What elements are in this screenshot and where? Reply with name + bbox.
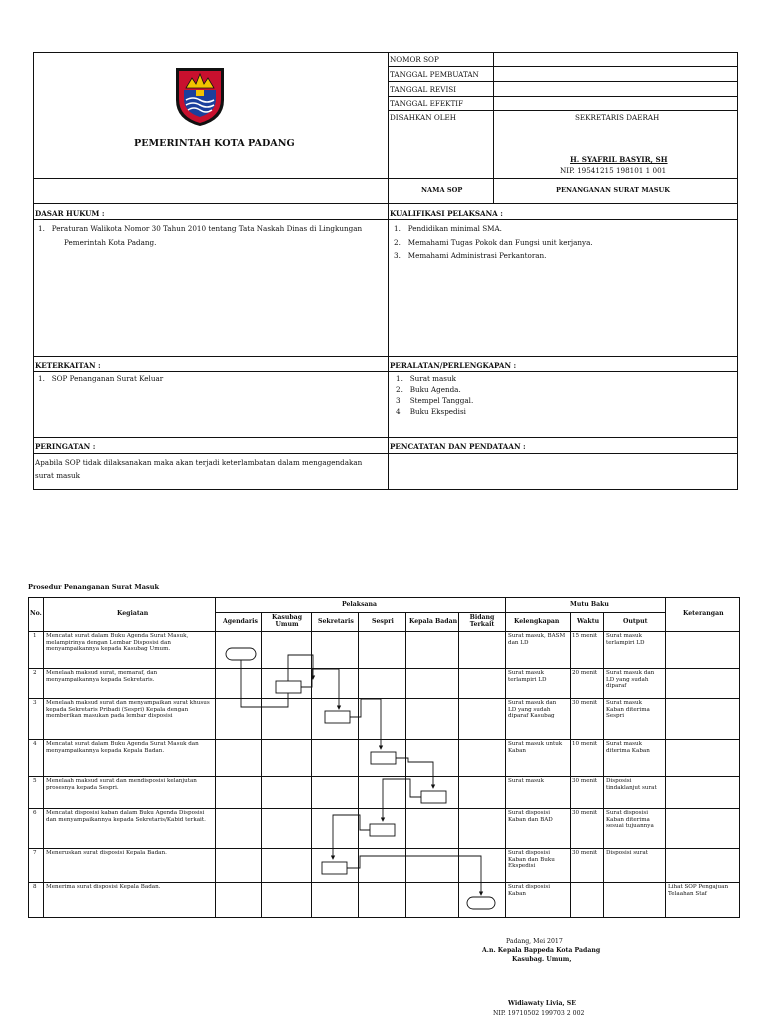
row-4-no: 4 [33, 741, 37, 747]
flow-step-5-box [421, 791, 446, 803]
field-label-tanggal-pembuatan: TANGGAL PEMBUATAN [390, 70, 479, 79]
row-2-waktu: 20 menit [572, 670, 598, 676]
dasar-hukum-item-1: 1. Peraturan Walikota Nomor 30 Tahun 2010 tentang Tata Naskah Dinas di Lingkungan [38, 224, 363, 233]
keterkaitan-title: KETERKAITAN : [35, 361, 101, 370]
row-7-kelengkapan: Surat disposisi Kaban dan Buku Ekspedisi [508, 850, 555, 870]
procedure-title: Prosedur Penanganan Surat Masuk [28, 583, 160, 591]
row-3-kegiatan: Menelaah maksud surat dan menyampaikan surat khusus kepada Sekretaris Pribadi (Sespri) Kepala dengan memberikan masukan pada lembar disposisi [46, 700, 210, 720]
row-2-output: Surat masuk dan LD yang sudah diparaf [606, 670, 655, 690]
header-keterangan: Keterangan [683, 610, 724, 617]
kualifikasi-item-1: 1. Pendidikan minimal SMA. [394, 224, 502, 233]
field-label-disahkan-oleh: DISAHKAN OLEH [390, 113, 457, 122]
row-8-kelengkapan: Surat disposisi Kaban [508, 884, 550, 897]
footer-line-2: Kasubag. Umum, [512, 956, 572, 963]
footer-nip: NIP. 19710502 199703 2 002 [493, 1010, 585, 1017]
pencatatan-title: PENCATATAN DAN PENDATAAN : [390, 442, 526, 451]
row-5-no: 5 [33, 778, 37, 784]
header-actor-kepala-badan: Kepala Badan [409, 618, 458, 625]
row-5-waktu: 30 menit [572, 778, 598, 784]
peringatan-text-2: surat masuk [35, 471, 80, 480]
row-3-kelengkapan: Surat masuk dan LD yang sudah diparaf Kasubag [508, 700, 557, 720]
disahkan-oleh-value: SEKRETARIS DAERAH [575, 113, 660, 122]
header-no: No. [30, 610, 42, 617]
keterkaitan-item-1: 1. SOP Penanganan Surat Keluar [38, 374, 164, 383]
flow-step-2-box [276, 681, 301, 693]
peralatan-item-3: 3 Stempel Tanggal. [396, 396, 474, 405]
row-3-no: 3 [33, 700, 37, 706]
row-2-kelengkapan: Surat masuk terlampiri LD [508, 670, 547, 683]
flow-end-terminator [467, 897, 495, 909]
row-1-output: Surat masuk terlampiri LD [606, 633, 645, 646]
flow-step-7-box [322, 862, 347, 874]
flow-connector-3-4 [350, 699, 381, 749]
flow-connector-6-7 [333, 815, 370, 859]
row-6-no: 6 [33, 810, 37, 816]
row-4-output: Surat masuk diterima Kaban [606, 741, 650, 754]
row-4-waktu: 10 menit [572, 741, 598, 747]
dasar-hukum-title: DASAR HUKUM : [35, 209, 105, 218]
header-actor-sekretaris: Sekretaris [318, 618, 354, 625]
row-6-kegiatan: Mencatat disposisi kaban dalam Buku Agenda Disposisi dan menyampaikannya kepada Sekretaris/Kabid terkait. [46, 810, 206, 823]
header-actor-kasubag: Kasubag Umum [271, 614, 303, 628]
nama-sop-label: NAMA SOP [421, 186, 463, 194]
field-label-tanggal-efektif: TANGGAL EFEKTIF [390, 99, 464, 108]
row-3-waktu: 30 menit [572, 700, 598, 706]
flowchart-diagram [215, 631, 505, 918]
peralatan-title: PERALATAN/PERLENGKAPAN : [390, 361, 517, 370]
signer-name: H. SYAFRIL BASYIR, SH [570, 155, 668, 164]
signer-nip: NIP. 19541215 198101 1 001 [560, 166, 667, 175]
kualifikasi-title: KUALIFIKASI PELAKSANA : [390, 209, 503, 218]
flow-connector-7-8 [347, 856, 481, 895]
header-output: Output [623, 618, 648, 625]
header-waktu: Waktu [577, 618, 600, 625]
row-1-kegiatan: Mencatat surat dalam Buku Agenda Surat Masuk, melampirinya dengan Lembar Disposisi dan menyampaikannya kepada Kasubag Umum. [46, 633, 189, 653]
header-actor-sespri: Sespri [372, 618, 394, 625]
row-8-no: 8 [33, 884, 37, 890]
row-7-waktu: 30 menit [572, 850, 598, 856]
peralatan-item-1: 1. Surat masuk [396, 374, 456, 383]
row-7-output: Disposisi surat [606, 850, 648, 856]
row-4-kelengkapan: Surat masuk untuk Kaban [508, 741, 563, 754]
row-1-waktu: 15 menit [572, 633, 598, 639]
header-mutu-baku: Mutu Baku [570, 601, 609, 608]
field-label-tanggal-revisi: TANGGAL REVISI [390, 85, 457, 94]
row-2-no: 2 [33, 670, 37, 676]
header-pelaksana: Pelaksana [342, 601, 378, 608]
flow-connector-5-6 [383, 779, 421, 821]
peralatan-item-4: 4 Buku Ekspedisi [396, 407, 466, 416]
flow-step-6-box [370, 824, 395, 836]
row-6-output: Surat disposisi Kaban diterima sesuai tujuannya [606, 810, 654, 830]
row-2-kegiatan: Menelaah maksud surat, memaraf, dan menyampaikannya kepada Sekretaris. [46, 670, 158, 683]
header-kelengkapan: Kelengkapan [514, 618, 560, 625]
row-4-kegiatan: Mencatat surat dalam Buku Agenda Surat Masuk dan menyampaikannya kepada Kepala Badan. [46, 741, 199, 754]
padang-city-emblem-logo [174, 66, 226, 128]
kualifikasi-item-3: 3. Memahami Administrasi Perkantoran. [394, 251, 547, 260]
row-5-output: Disposisi tindaklanjut surat [606, 778, 657, 791]
flow-connector-4-5 [396, 758, 433, 788]
header-actor-agendaris: Agendaris [223, 618, 258, 625]
footer-name: Widiawaty Livia, SE [508, 1000, 576, 1007]
kualifikasi-item-2: 2. Memahami Tugas Pokok dan Fungsi unit kerjanya. [394, 238, 593, 247]
peringatan-title: PERINGATAN : [35, 442, 96, 451]
row-5-kegiatan: Menelaah maksud surat dan mendisposisi kelanjutan prosesnya kepada Sespri. [46, 778, 197, 791]
row-7-no: 7 [33, 850, 37, 856]
peralatan-item-2: 2. Buku Agenda. [396, 385, 461, 394]
row-6-kelengkapan: Surat disposisi Kaban dan BAD [508, 810, 553, 823]
row-1-kelengkapan: Surat masuk, BASM dan LD [508, 633, 566, 646]
row-7-kegiatan: Meneruskan surat disposisi Kepala Badan. [46, 850, 167, 856]
footer-place-date: Padang, Mei 2017 [506, 938, 563, 945]
peringatan-text-1: Apabila SOP tidak dilaksanakan maka akan terjadi keterlambatan dalam mengagendakan [35, 458, 363, 467]
flow-step-3-box [325, 711, 350, 723]
flow-start-terminator [226, 648, 256, 660]
row-1-no: 1 [33, 633, 37, 639]
row-8-keterangan: Lihat SOP Pengajuan Telaahan Staf [668, 884, 729, 897]
row-3-output: Surat masuk Kaban diterima Sespri [606, 700, 650, 720]
flow-step-4-box [371, 752, 396, 764]
footer-line-1: A.n. Kepala Bappeda Kota Padang [482, 947, 601, 954]
nama-sop-value: PENANGANAN SURAT MASUK [556, 186, 670, 194]
flow-connector-2-3 [301, 669, 339, 709]
dasar-hukum-item-1-cont: Pemerintah Kota Padang. [64, 238, 157, 247]
org-name: PEMERINTAH KOTA PADANG [134, 138, 295, 149]
header-kegiatan: Kegiatan [117, 610, 149, 617]
header-actor-bidang-terkait: Bidang Terkait [469, 614, 495, 628]
row-6-waktu: 30 menit [572, 810, 598, 816]
row-5-kelengkapan: Surat masuk [508, 778, 544, 784]
row-8-kegiatan: Menerima surat disposisi Kepala Badan. [46, 884, 161, 890]
field-label-nomor-sop: NOMOR SOP [390, 55, 439, 64]
